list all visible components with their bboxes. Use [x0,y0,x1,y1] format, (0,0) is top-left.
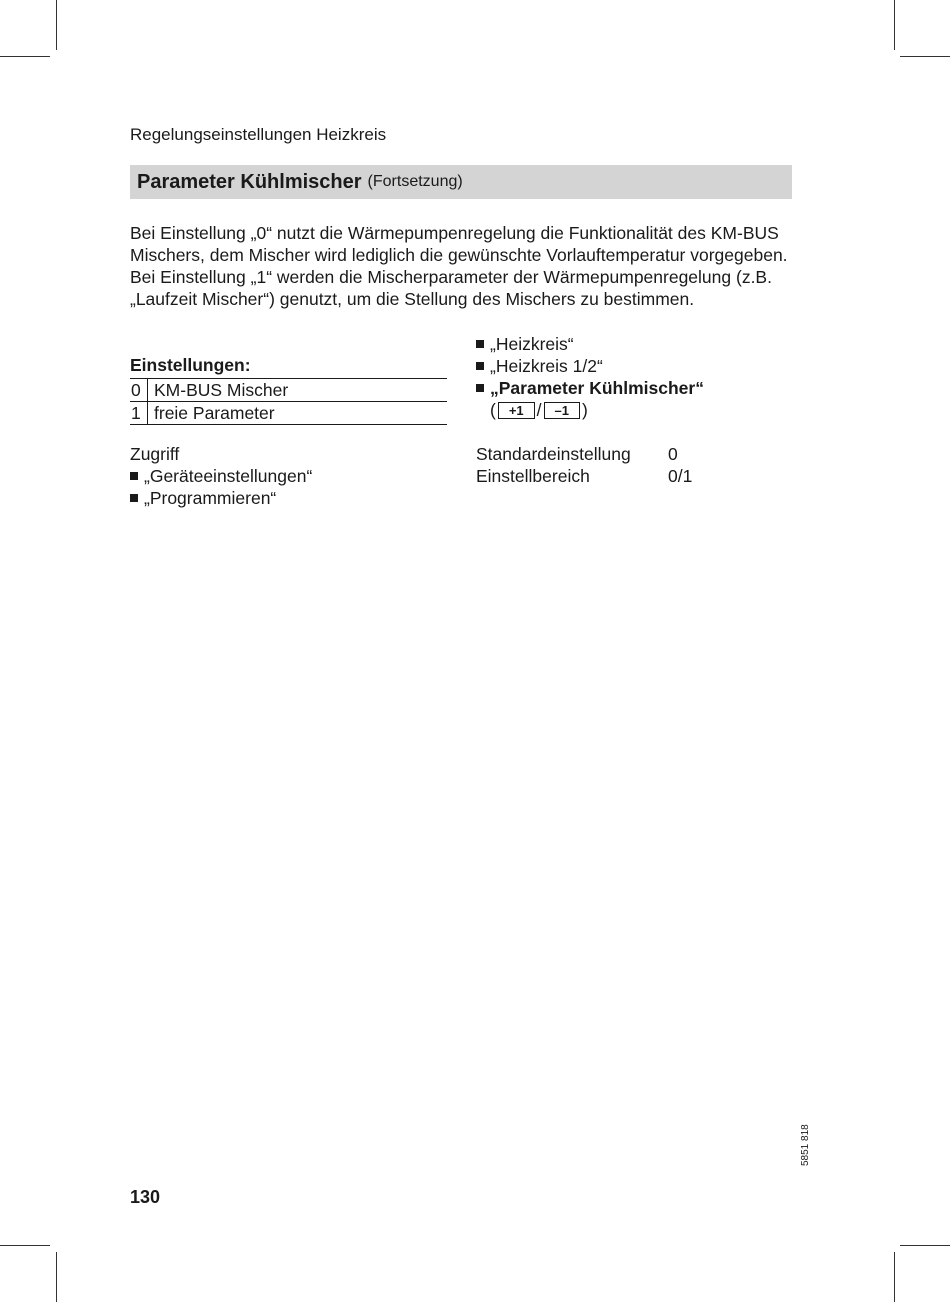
access-label: Zugriff [130,444,180,464]
bullet-square-icon [130,472,138,480]
list-item: „Geräteeinstellungen“ [130,465,312,487]
setting-code: 0 [130,379,148,401]
crop-mark [0,1245,50,1246]
document-number: 5851 818 [800,1124,811,1166]
setting-range-row [476,465,692,487]
page-subtitle: (Fortsetzung) [367,173,463,190]
table-row [130,379,447,402]
access-section [130,443,312,509]
values-section [476,443,692,487]
crop-mark [56,0,57,50]
setting-range-value: 0/1 [668,466,693,486]
intro-paragraph-2: Bei Einstellung „1“ werden die Mischerparameter der Wärmepumpenregelung (z.B. „Laufzeit Mischer“) genutzt, um die Stellung des Mischers zu bestimmen. [130,267,772,309]
menu-path-item: „Heizkreis“ [476,333,704,355]
menu-path [476,333,704,421]
setting-description: KM-BUS Mischer [154,380,289,400]
bullet-square-icon [476,340,484,348]
section-header: Regelungseinstellungen Heizkreis [130,125,387,144]
bullet-square-icon [476,384,484,392]
page-number: 130 [130,1187,161,1207]
settings-heading: Einstellungen: [130,355,251,375]
list-item: „Programmieren“ [130,487,312,509]
bullet-square-icon [130,494,138,502]
crop-mark [0,56,50,57]
crop-mark [900,56,950,57]
default-setting-label: Standardeinstellung [476,444,631,464]
page-title: Parameter Kühlmischer [137,170,362,193]
crop-mark [894,0,895,50]
table-row [130,402,447,425]
settings-table [130,378,447,425]
crop-mark [900,1245,950,1246]
setting-description: freie Parameter [154,403,275,423]
default-setting-value: 0 [668,444,678,464]
intro-text [130,222,795,310]
crop-mark [56,1252,57,1302]
menu-path-item: „Heizkreis 1/2“ [476,355,704,377]
key-hint: ( +1 / –1 ) [490,400,588,420]
menu-path-item-current: „Parameter Kühlmischer“ [476,377,704,399]
bullet-square-icon [476,362,484,370]
setting-range-label: Einstellbereich [476,466,590,486]
crop-mark [894,1252,895,1302]
minus-key: –1 [544,402,580,419]
default-setting-row [476,443,692,465]
plus-key: +1 [498,402,535,419]
title-bar [130,165,792,199]
intro-paragraph-1: Bei Einstellung „0“ nutzt die Wärmepumpenregelung die Funktionalität des KM-BUS Mischers, dem Mischer wird lediglich die gewünschte Vorlauftemperatur vorgegeben. [130,223,788,265]
setting-code: 1 [130,402,148,424]
